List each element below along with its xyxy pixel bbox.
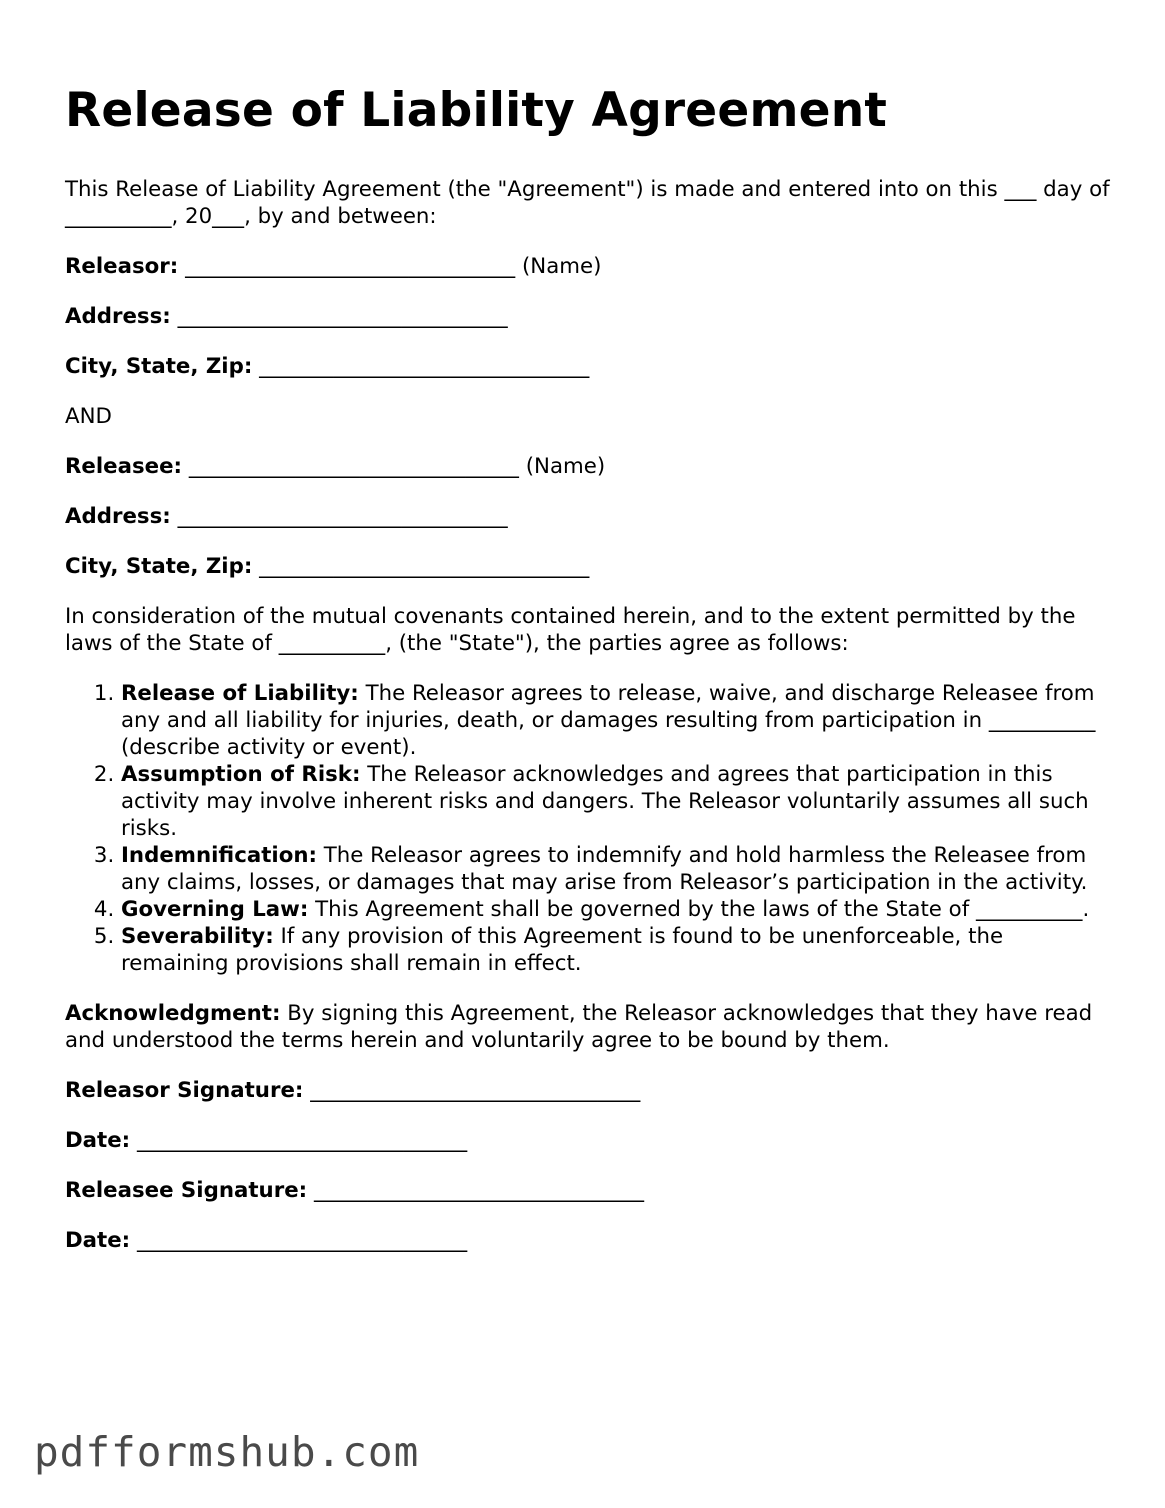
releasee-date-blank[interactable]: _______________________________ bbox=[136, 1228, 468, 1253]
releasor-signature-blank[interactable]: _______________________________ bbox=[310, 1078, 641, 1103]
clause-text: This Agreement shall be governed by the laws of the State of __________. bbox=[315, 897, 1090, 922]
clause-term: Severability: bbox=[121, 924, 274, 949]
clause-item bbox=[121, 680, 1110, 761]
clause-term: Release of Liability: bbox=[121, 681, 359, 706]
releasee-date-field bbox=[65, 1227, 1110, 1254]
releasee-signature-field bbox=[65, 1177, 1110, 1204]
releasor-name-field bbox=[65, 253, 1110, 280]
releasee-name-label: Releasee: bbox=[65, 454, 183, 479]
releasor-signature-label: Releasor Signature: bbox=[65, 1078, 304, 1103]
releasor-city-label: City, State, Zip: bbox=[65, 354, 253, 379]
releasor-address-blank[interactable]: _______________________________ bbox=[177, 304, 508, 329]
releasor-date-field bbox=[65, 1127, 1110, 1154]
releasee-date-label: Date: bbox=[65, 1228, 131, 1253]
and-separator: AND bbox=[65, 404, 112, 429]
document-title: Release of Liability Agreement bbox=[65, 83, 888, 138]
acknowledgment-label: Acknowledgment: bbox=[65, 1001, 281, 1026]
clause-item bbox=[121, 923, 1110, 977]
releasee-city-label: City, State, Zip: bbox=[65, 554, 253, 579]
clause-item bbox=[121, 896, 1110, 923]
clause-text: If any provision of this Agreement is found to be unenforceable, the remaining provisions shall remain in effect. bbox=[121, 924, 1004, 976]
clause-term: Indemnification: bbox=[121, 843, 317, 868]
releasee-address-label: Address: bbox=[65, 504, 171, 529]
releasor-city-field bbox=[65, 353, 1110, 380]
releasor-signature-field bbox=[65, 1077, 1110, 1104]
releasee-signature-label: Releasee Signature: bbox=[65, 1178, 308, 1203]
clause-text: The Releasor acknowledges and agrees that participation in this activity may involve inherent risks and dangers. The Releasor voluntarily assumes all such risks. bbox=[121, 762, 1089, 841]
releasee-address-blank[interactable]: _______________________________ bbox=[177, 504, 508, 529]
clauses-list bbox=[65, 680, 1110, 977]
releasor-name-blank[interactable]: _______________________________ (Name) bbox=[185, 254, 602, 279]
releasor-name-label: Releasor: bbox=[65, 254, 179, 279]
releasor-address-field bbox=[65, 303, 1110, 330]
clause-item bbox=[121, 842, 1110, 896]
clause-term: Assumption of Risk: bbox=[121, 762, 361, 787]
document-page bbox=[65, 78, 1110, 1277]
releasor-address-label: Address: bbox=[65, 304, 171, 329]
clause-term: Governing Law: bbox=[121, 897, 309, 922]
releasee-signature-blank[interactable]: _______________________________ bbox=[313, 1178, 645, 1203]
intro-paragraph: This Release of Liability Agreement (the "Agreement") is made and entered into on this ___ day of __________, 20___, by and between: bbox=[65, 177, 1110, 229]
releasor-date-blank[interactable]: _______________________________ bbox=[136, 1128, 468, 1153]
releasor-city-blank[interactable]: _______________________________ bbox=[259, 354, 590, 379]
site-watermark: pdfformshub.com bbox=[34, 1428, 420, 1476]
clause-text: The Releasor agrees to release, waive, and discharge Releasee from any and all liability for injuries, death, or damages resulting from participation in __________ (describe activity or event). bbox=[121, 681, 1096, 760]
releasee-name-blank[interactable]: _______________________________ (Name) bbox=[188, 454, 606, 479]
clause-text: The Releasor agrees to indemnify and hold harmless the Releasee from any claims, losses, or damages that may arise from Releasor’s participation in the activity. bbox=[121, 843, 1088, 895]
consideration-paragraph: In consideration of the mutual covenants contained herein, and to the extent permitted by the laws of the State of __________, (the "State"), the parties agree as follows: bbox=[65, 604, 1076, 656]
releasee-name-field bbox=[65, 453, 1110, 480]
clause-item bbox=[121, 761, 1110, 842]
acknowledgment-text: By signing this Agreement, the Releasor acknowledges that they have read and understood the terms herein and voluntarily agree to be bound by them. bbox=[65, 1001, 1093, 1053]
releasee-address-field bbox=[65, 503, 1110, 530]
acknowledgment-paragraph bbox=[65, 1000, 1110, 1054]
releasee-city-field bbox=[65, 553, 1110, 580]
releasee-city-blank[interactable]: _______________________________ bbox=[259, 554, 590, 579]
releasor-date-label: Date: bbox=[65, 1128, 131, 1153]
